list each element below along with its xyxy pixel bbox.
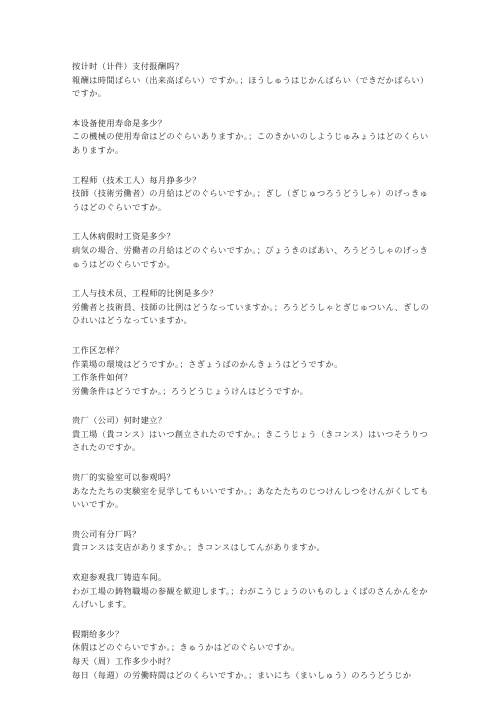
answer-japanese: 報酬は時間ばらい（出来高ばらい）ですか。；ほうしゅうはじかんばらい（できだかばらい）ですか。: [72, 74, 429, 99]
qa-block: [72, 117, 436, 158]
qa-block: [72, 174, 436, 215]
answer-japanese: 貴コンスは支店がありますか。；きコンスはしてんがありますか。: [72, 542, 326, 553]
question-chinese: 工作条件如何？: [72, 372, 133, 383]
qa-entry: [72, 571, 436, 612]
answer-japanese: あなたたちの実験室を見学してもいいですか。；あなたたちのじつけんしつをけんがくしてもいいですか。: [72, 485, 429, 510]
question-chinese: 本设备使用寿命是多少？: [72, 117, 167, 128]
question-chinese: 贵厂的实验室可以参观吗？: [72, 472, 176, 483]
qa-entry: [72, 471, 436, 512]
answer-japanese: この機械の使用寿命はどのぐらいありますか。；このきかいのしようじゅみょうはどのくらいありますか。: [72, 131, 429, 155]
qa-block: [72, 528, 436, 555]
qa-block: [72, 414, 436, 455]
qa-block: [72, 60, 436, 101]
answer-japanese: 貴工場（貴コンス）はいつ創立されたのですか。；きこうじょう（きコンス）はいつそうりつされたのですか。: [72, 428, 429, 453]
question-chinese: 工人与技术员、工程师的比例是多少？: [72, 288, 218, 299]
answer-japanese: 労働者と技術員、技師の比例はどうなっていますか。；ろうどうしゃとぎじゅついん、ぎしのひれいはどうなっていますか。: [72, 301, 430, 326]
answer-japanese: 休假はどのぐらいですか。；きゅうかはどのぐらいですか。: [72, 642, 300, 653]
question-chinese: 欢迎参观我厂铸造车间。: [72, 572, 167, 583]
qa-entry: [72, 655, 436, 682]
qa-entry: [72, 60, 436, 101]
answer-japanese: 労働条件はどうですか。；ろうどうじょうけんはどうですか。: [72, 385, 309, 396]
answer-japanese: 毎日（每週）の労働時間はどのくらいですか。；まいにち（まいしゅう）のろうどうじか: [72, 669, 412, 680]
question-chinese: 每天（周）工作多少小时？: [72, 656, 176, 666]
qa-entry: [72, 528, 436, 555]
question-chinese: 按计时（计件）支付报酬吗？: [72, 61, 184, 71]
answer-japanese: 病気の場合、労働者の月給はどのぐらいですか。；びょうきのばあい、ろうどうしゃのげっきゅうはどのぐらいですか。: [72, 244, 429, 269]
answer-japanese: 技師（技術労働者）の月給はどのぐらいですか。；ぎし（ぎじゅつろうどうしゃ）のげっきゅうはどのぐらいですか。: [72, 188, 429, 212]
qa-entry: [72, 414, 436, 455]
answer-japanese: わが工場の鋳物職場の参観を歓迎します。；わがこうじょうのいものしょくばのさんかんをかんげいします。: [72, 585, 428, 610]
qa-entry: [72, 230, 436, 271]
qa-block: [72, 571, 436, 612]
qa-block: [72, 344, 436, 398]
question-chinese: 贵厂（公司）何时建立？: [72, 415, 167, 426]
qa-block: [72, 471, 436, 512]
question-chinese: 贵公司有分厂吗？: [72, 528, 141, 539]
qa-entry: [72, 628, 436, 655]
qa-entry: [72, 344, 436, 371]
qa-block: [72, 230, 436, 271]
question-chinese: 工人休病假时工资是多少？: [72, 231, 176, 242]
qa-entry: [72, 174, 436, 215]
qa-entry: [72, 287, 436, 328]
question-chinese: 工程师（技术工人）每月挣多少？: [72, 174, 201, 185]
question-chinese: 工作区怎样？: [72, 344, 124, 355]
question-chinese: 假期给多少？: [72, 628, 124, 639]
qa-entry: [72, 371, 436, 398]
answer-japanese: 作業場の環境はどうですか。；さぎょうばのかんきょうはどうですか。: [72, 358, 343, 369]
qa-block: [72, 628, 436, 682]
qa-block: [72, 287, 436, 328]
qa-entry: [72, 117, 436, 158]
